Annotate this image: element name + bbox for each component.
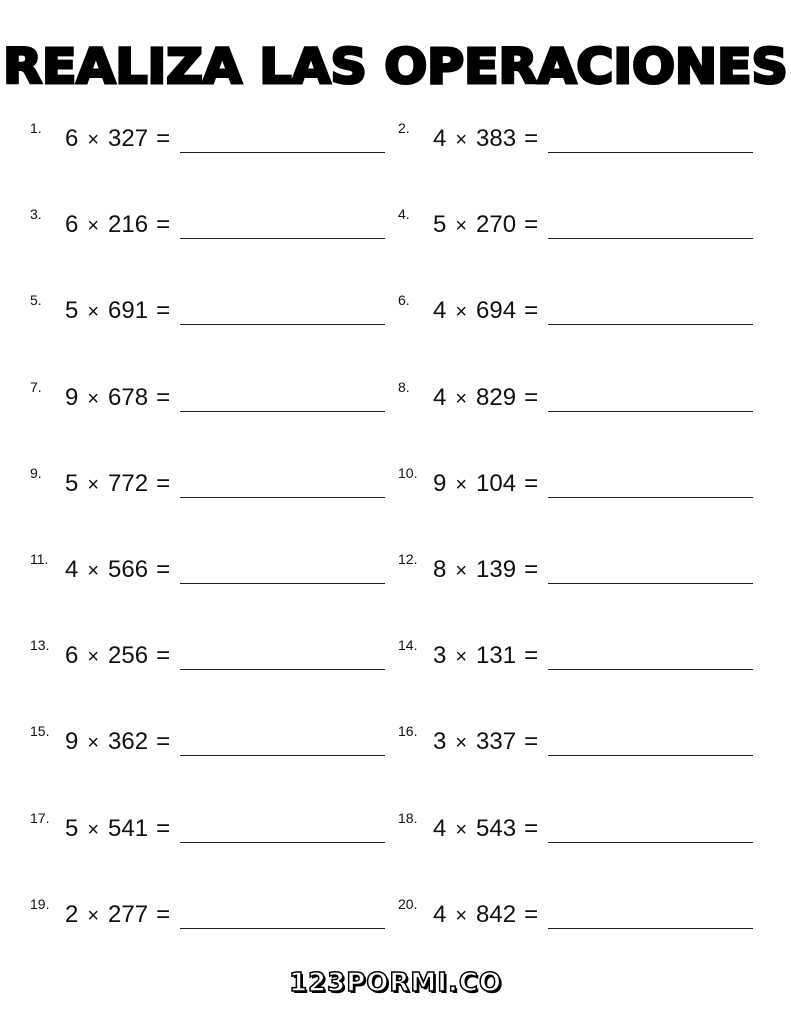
equals-sign: = bbox=[156, 469, 171, 497]
times-sign: × bbox=[87, 646, 100, 669]
answer-blank[interactable] bbox=[180, 324, 385, 325]
multiplier: 691 bbox=[108, 297, 149, 325]
problem-row bbox=[30, 892, 760, 938]
multiplicand: 4 bbox=[433, 125, 447, 152]
times-sign: × bbox=[455, 560, 468, 582]
equals-sign: = bbox=[524, 297, 539, 325]
problem-row bbox=[30, 202, 760, 248]
problem-expression bbox=[65, 555, 170, 586]
problem-expression bbox=[65, 383, 170, 414]
problem-number: 9. bbox=[30, 464, 42, 481]
answer-blank[interactable] bbox=[180, 842, 385, 843]
problem-number: 7. bbox=[30, 378, 42, 395]
equals-sign: = bbox=[524, 125, 539, 152]
times-sign: × bbox=[455, 818, 468, 841]
answer-blank[interactable] bbox=[180, 152, 385, 153]
problem-number: 15. bbox=[30, 723, 50, 740]
answer-blank[interactable] bbox=[180, 583, 385, 584]
problem-number: 5. bbox=[30, 292, 42, 309]
problem-expression bbox=[433, 555, 538, 586]
equals-sign: = bbox=[156, 728, 171, 756]
times-sign: × bbox=[455, 473, 468, 496]
problem-row bbox=[30, 806, 760, 852]
problem-number: 11. bbox=[30, 551, 49, 567]
answer-blank[interactable] bbox=[180, 928, 385, 929]
equals-sign: = bbox=[524, 900, 539, 928]
problem-item bbox=[30, 547, 390, 593]
multiplicand: 3 bbox=[433, 642, 447, 670]
problem-number: 1. bbox=[30, 120, 42, 136]
problem-item bbox=[398, 806, 758, 852]
multiplier: 104 bbox=[476, 469, 517, 497]
problem-expression bbox=[433, 469, 538, 500]
times-sign: × bbox=[455, 646, 468, 669]
answer-blank[interactable] bbox=[548, 411, 753, 412]
problem-expression bbox=[433, 727, 538, 758]
multiplier: 270 bbox=[476, 211, 517, 239]
problem-number: 3. bbox=[30, 206, 42, 223]
problem-item bbox=[30, 288, 390, 334]
problem-item bbox=[398, 116, 758, 162]
answer-blank[interactable] bbox=[548, 583, 753, 584]
problem-number: 17. bbox=[30, 809, 50, 826]
times-sign: × bbox=[455, 387, 468, 410]
multiplier: 383 bbox=[476, 125, 517, 152]
footer-logo: 123PORMI.CO bbox=[288, 968, 503, 998]
problem-expression bbox=[433, 210, 538, 241]
equals-sign: = bbox=[524, 642, 539, 670]
times-sign: × bbox=[455, 732, 468, 755]
multiplicand: 5 bbox=[65, 297, 79, 325]
problem-expression bbox=[433, 124, 538, 155]
multiplier: 543 bbox=[476, 814, 517, 842]
problem-expression bbox=[65, 210, 170, 241]
problem-expression bbox=[65, 296, 170, 327]
problem-row bbox=[30, 547, 760, 593]
problem-number: 2. bbox=[398, 120, 410, 136]
multiplier: 256 bbox=[108, 642, 149, 670]
times-sign: × bbox=[455, 301, 468, 324]
times-sign: × bbox=[455, 904, 468, 927]
problem-row bbox=[30, 633, 760, 679]
times-sign: × bbox=[87, 904, 100, 927]
equals-sign: = bbox=[156, 814, 171, 842]
answer-blank[interactable] bbox=[548, 497, 753, 498]
equals-sign: = bbox=[156, 125, 171, 152]
answer-blank[interactable] bbox=[548, 238, 753, 239]
worksheet-title: REALIZA LAS OPERACIONES bbox=[3, 39, 788, 95]
answer-blank[interactable] bbox=[548, 669, 753, 670]
times-sign: × bbox=[87, 129, 100, 151]
problem-expression bbox=[65, 469, 170, 500]
problem-number: 14. bbox=[398, 637, 418, 654]
times-sign: × bbox=[455, 129, 468, 151]
problem-number: 16. bbox=[398, 723, 418, 740]
equals-sign: = bbox=[524, 383, 539, 411]
multiplier: 337 bbox=[476, 728, 517, 756]
equals-sign: = bbox=[156, 900, 171, 928]
problem-expression bbox=[65, 727, 170, 758]
times-sign: × bbox=[87, 387, 100, 410]
times-sign: × bbox=[87, 301, 100, 324]
multiplicand: 4 bbox=[433, 814, 447, 842]
multiplicand: 6 bbox=[65, 125, 79, 152]
equals-sign: = bbox=[156, 642, 171, 670]
problem-item bbox=[30, 202, 390, 248]
problem-expression bbox=[65, 900, 170, 931]
multiplier: 842 bbox=[476, 900, 517, 928]
answer-blank[interactable] bbox=[180, 755, 385, 756]
answer-blank[interactable] bbox=[548, 755, 753, 756]
problem-expression bbox=[65, 641, 170, 672]
equals-sign: = bbox=[156, 556, 171, 583]
multiplicand: 4 bbox=[433, 297, 447, 325]
problem-row bbox=[30, 116, 760, 162]
problem-item bbox=[30, 461, 390, 507]
problem-number: 4. bbox=[398, 206, 410, 223]
multiplicand: 9 bbox=[65, 728, 79, 756]
equals-sign: = bbox=[524, 469, 539, 497]
answer-blank[interactable] bbox=[548, 152, 753, 153]
times-sign: × bbox=[87, 473, 100, 496]
multiplicand: 3 bbox=[433, 728, 447, 756]
multiplicand: 9 bbox=[65, 383, 79, 411]
times-sign: × bbox=[87, 818, 100, 841]
problem-item bbox=[30, 633, 390, 679]
equals-sign: = bbox=[156, 383, 171, 411]
problem-item bbox=[398, 719, 758, 765]
problem-row bbox=[30, 461, 760, 507]
problem-expression bbox=[65, 814, 170, 845]
problem-item bbox=[398, 633, 758, 679]
problem-number: 10. bbox=[398, 464, 418, 481]
equals-sign: = bbox=[156, 211, 171, 239]
problem-row bbox=[30, 288, 760, 334]
multiplicand: 5 bbox=[433, 211, 447, 239]
multiplier: 327 bbox=[108, 125, 149, 152]
multiplier: 678 bbox=[108, 383, 149, 411]
answer-blank[interactable] bbox=[180, 497, 385, 498]
multiplicand: 5 bbox=[65, 469, 79, 497]
multiplicand: 6 bbox=[65, 642, 79, 670]
problem-item bbox=[30, 892, 390, 938]
multiplier: 139 bbox=[476, 556, 517, 583]
multiplier: 277 bbox=[108, 900, 149, 928]
problem-row bbox=[30, 375, 760, 421]
problem-item bbox=[398, 202, 758, 248]
problem-number: 18. bbox=[398, 809, 418, 826]
answer-blank[interactable] bbox=[180, 238, 385, 239]
problem-item bbox=[398, 892, 758, 938]
multiplier: 362 bbox=[108, 728, 149, 756]
multiplier: 566 bbox=[108, 556, 149, 583]
answer-blank[interactable] bbox=[548, 928, 753, 929]
problem-number: 12. bbox=[398, 551, 418, 567]
multiplicand: 9 bbox=[433, 469, 447, 497]
multiplicand: 4 bbox=[65, 556, 79, 583]
problem-number: 6. bbox=[398, 292, 410, 309]
multiplicand: 6 bbox=[65, 211, 79, 239]
equals-sign: = bbox=[524, 814, 539, 842]
problem-item bbox=[398, 461, 758, 507]
times-sign: × bbox=[87, 732, 100, 755]
problem-expression bbox=[433, 296, 538, 327]
answer-blank[interactable] bbox=[180, 669, 385, 670]
answer-blank[interactable] bbox=[548, 324, 753, 325]
problem-item bbox=[30, 719, 390, 765]
answer-blank[interactable] bbox=[548, 842, 753, 843]
problem-item bbox=[398, 288, 758, 334]
problem-expression bbox=[433, 641, 538, 672]
problem-expression bbox=[433, 383, 538, 414]
problem-expression bbox=[65, 124, 170, 155]
problem-item bbox=[398, 375, 758, 421]
multiplicand: 2 bbox=[65, 900, 79, 928]
problem-number: 13. bbox=[30, 637, 50, 654]
multiplier: 541 bbox=[108, 814, 149, 842]
times-sign: × bbox=[87, 560, 100, 582]
problem-expression bbox=[433, 814, 538, 845]
problem-item bbox=[30, 116, 390, 162]
times-sign: × bbox=[87, 215, 100, 238]
multiplier: 772 bbox=[108, 469, 149, 497]
multiplicand: 4 bbox=[433, 383, 447, 411]
answer-blank[interactable] bbox=[180, 411, 385, 412]
problem-number: 20. bbox=[398, 895, 418, 912]
problem-number: 8. bbox=[398, 378, 410, 395]
multiplier: 131 bbox=[476, 642, 517, 670]
multiplicand: 5 bbox=[65, 814, 79, 842]
multiplier: 829 bbox=[476, 383, 517, 411]
multiplicand: 8 bbox=[433, 556, 447, 583]
multiplicand: 4 bbox=[433, 900, 447, 928]
problem-item bbox=[30, 375, 390, 421]
problem-number: 19. bbox=[30, 895, 50, 912]
problem-item bbox=[398, 547, 758, 593]
equals-sign: = bbox=[524, 211, 539, 239]
problem-row bbox=[30, 719, 760, 765]
equals-sign: = bbox=[156, 297, 171, 325]
equals-sign: = bbox=[524, 728, 539, 756]
problem-expression bbox=[433, 900, 538, 931]
times-sign: × bbox=[455, 215, 468, 238]
problem-item bbox=[30, 806, 390, 852]
multiplier: 216 bbox=[108, 211, 149, 239]
equals-sign: = bbox=[524, 556, 539, 583]
multiplier: 694 bbox=[476, 297, 517, 325]
